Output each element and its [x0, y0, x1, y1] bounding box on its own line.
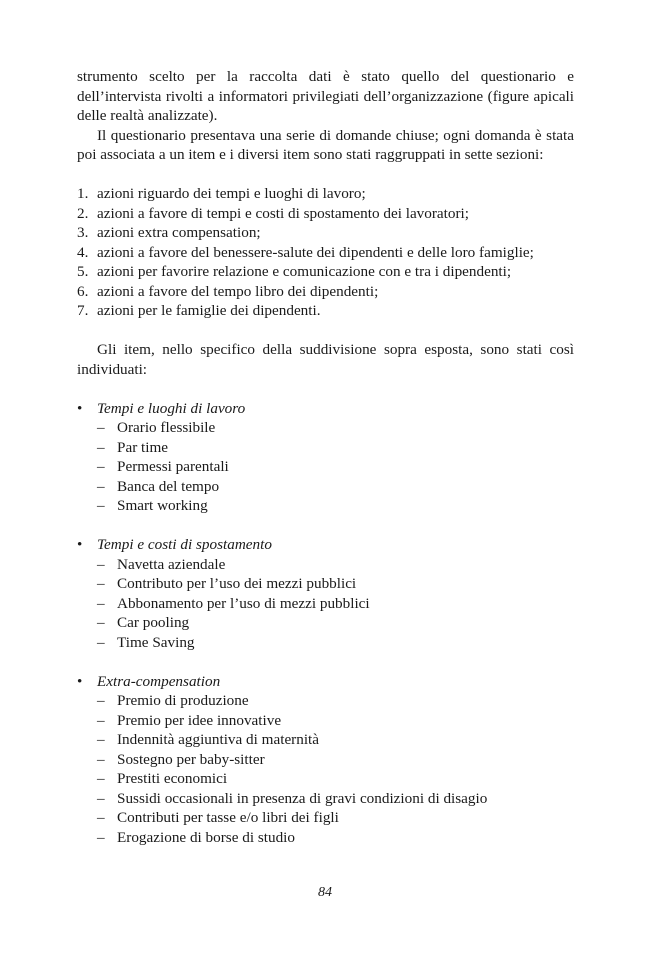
- sublist-item: [97, 633, 574, 653]
- sublist-item-text: Banca del tempo: [117, 477, 220, 495]
- item-sublist: [77, 555, 574, 653]
- sublist-item-text: Car pooling: [117, 614, 190, 631]
- page-number: 84: [318, 885, 332, 900]
- sublist-item: [97, 594, 574, 614]
- sublist-item: [97, 691, 574, 711]
- section-list-item: [77, 301, 574, 321]
- list-number: 4.: [77, 243, 89, 261]
- dash-icon: –: [97, 750, 105, 768]
- section-list-item: [77, 243, 574, 263]
- item-group-title: Tempi e costi di spostamento: [97, 536, 272, 553]
- bullet-icon: •: [77, 399, 83, 417]
- item-group-title: Extra-compensation: [97, 672, 221, 690]
- sublist-item: [97, 555, 574, 575]
- bullet-icon: •: [77, 672, 83, 690]
- sublist-item-text: Premio per idee innovative: [117, 711, 282, 729]
- bullet-icon: •: [77, 536, 83, 553]
- dash-icon: –: [97, 633, 105, 651]
- sublist-item: [97, 711, 574, 731]
- section-list-item: [77, 204, 574, 224]
- dash-icon: –: [97, 458, 105, 475]
- sublist-item: [97, 477, 574, 497]
- sublist-item: [97, 457, 574, 477]
- list-text: azioni a favore del benessere-salute dei dipendenti e delle loro famiglie;: [97, 243, 534, 261]
- sublist-item-text: Navetta aziendale: [117, 555, 226, 573]
- sublist-item-text: Indennità aggiuntiva di maternità: [117, 731, 320, 748]
- dash-icon: –: [97, 789, 105, 807]
- section-list-item: [77, 223, 574, 243]
- dash-icon: –: [97, 731, 105, 748]
- dash-icon: –: [97, 614, 105, 631]
- list-number: 2.: [77, 204, 89, 222]
- dash-icon: –: [97, 711, 105, 729]
- item-group: [77, 535, 574, 652]
- sublist-item-text: Prestiti economici: [117, 770, 228, 787]
- sublist-item: [97, 808, 574, 828]
- list-number: 7.: [77, 302, 89, 319]
- list-text: azioni riguardo dei tempi e luoghi di lavoro;: [97, 185, 366, 202]
- dash-icon: –: [97, 419, 105, 436]
- item-group-title: Tempi e luoghi di lavoro: [97, 399, 246, 417]
- list-text: azioni per favorire relazione e comunicazione con e tra i dipendenti;: [97, 263, 512, 280]
- sublist-item-text: Erogazione di borse di studio: [117, 828, 295, 846]
- item-group-heading: [77, 399, 574, 419]
- sublist-item: [97, 769, 574, 789]
- list-text: azioni a favore di tempi e costi di spostamento dei lavoratori;: [97, 204, 469, 222]
- sublist-item-text: Smart working: [117, 497, 208, 514]
- intro-paragraph: strumento scelto per la raccolta dati è stato quello del questionario e dell’intervista rivolti a informatori privilegiati dell’organizzazione (figure apicali delle realtà analizzate).: [77, 68, 574, 124]
- item-sublist: [77, 691, 574, 847]
- sublist-item: [97, 496, 574, 516]
- sublist-item: [97, 418, 574, 438]
- sublist-item-text: Contributi per tasse e/o libri dei figli: [117, 809, 339, 826]
- sublist-item-text: Premio di produzione: [117, 692, 249, 709]
- list-number: 5.: [77, 263, 89, 280]
- item-group-heading: [77, 672, 574, 692]
- list-text: azioni per le famiglie dei dipendenti.: [97, 302, 321, 319]
- dash-icon: –: [97, 770, 105, 787]
- dash-icon: –: [97, 809, 105, 826]
- sublist-item: [97, 789, 574, 809]
- sublist-item-text: Time Saving: [117, 633, 195, 651]
- dash-icon: –: [97, 828, 105, 846]
- sublist-item: [97, 750, 574, 770]
- list-number: 6.: [77, 282, 89, 300]
- items-paragraph: Gli item, nello specifico della suddivisione sopra esposta, sono stati così individuati:: [77, 341, 574, 378]
- list-text: azioni a favore del tempo libro dei dipendenti;: [97, 282, 379, 300]
- dash-icon: –: [97, 555, 105, 573]
- sublist-item: [97, 730, 574, 750]
- sublist-item-text: Permessi parentali: [117, 458, 229, 475]
- sublist-item-text: Sostegno per baby-sitter: [117, 750, 265, 768]
- list-text: azioni extra compensation;: [97, 224, 261, 241]
- item-groups: [77, 399, 574, 848]
- sublist-item: [97, 613, 574, 633]
- dash-icon: –: [97, 575, 105, 592]
- page-body: [77, 67, 574, 867]
- dash-icon: –: [97, 692, 105, 709]
- sublist-item-text: Par time: [117, 438, 169, 456]
- item-group-heading: [77, 535, 574, 555]
- item-group: [77, 672, 574, 848]
- item-group: [77, 399, 574, 516]
- item-sublist: [77, 418, 574, 516]
- list-number: 1.: [77, 185, 89, 202]
- sublist-item-text: Sussidi occasionali in presenza di gravi condizioni di disagio: [117, 789, 488, 807]
- questionnaire-paragraph: Il questionario presentava una serie di domande chiuse; ogni domanda è stata poi associata a un item e i diversi item sono stati raggruppati in sette sezioni:: [77, 126, 574, 163]
- dash-icon: –: [97, 497, 105, 514]
- sublist-item-text: Abbonamento per l’uso di mezzi pubblici: [117, 594, 370, 612]
- section-list-item: [77, 184, 574, 204]
- sublist-item: [97, 574, 574, 594]
- sections-list: [77, 184, 574, 321]
- dash-icon: –: [97, 594, 105, 612]
- dash-icon: –: [97, 438, 105, 456]
- sublist-item-text: Orario flessibile: [117, 419, 216, 436]
- dash-icon: –: [97, 477, 105, 495]
- sublist-item: [97, 828, 574, 848]
- section-list-item: [77, 282, 574, 302]
- list-number: 3.: [77, 224, 89, 241]
- sublist-item-text: Contributo per l’uso dei mezzi pubblici: [117, 575, 357, 592]
- section-list-item: [77, 262, 574, 282]
- sublist-item: [97, 438, 574, 458]
